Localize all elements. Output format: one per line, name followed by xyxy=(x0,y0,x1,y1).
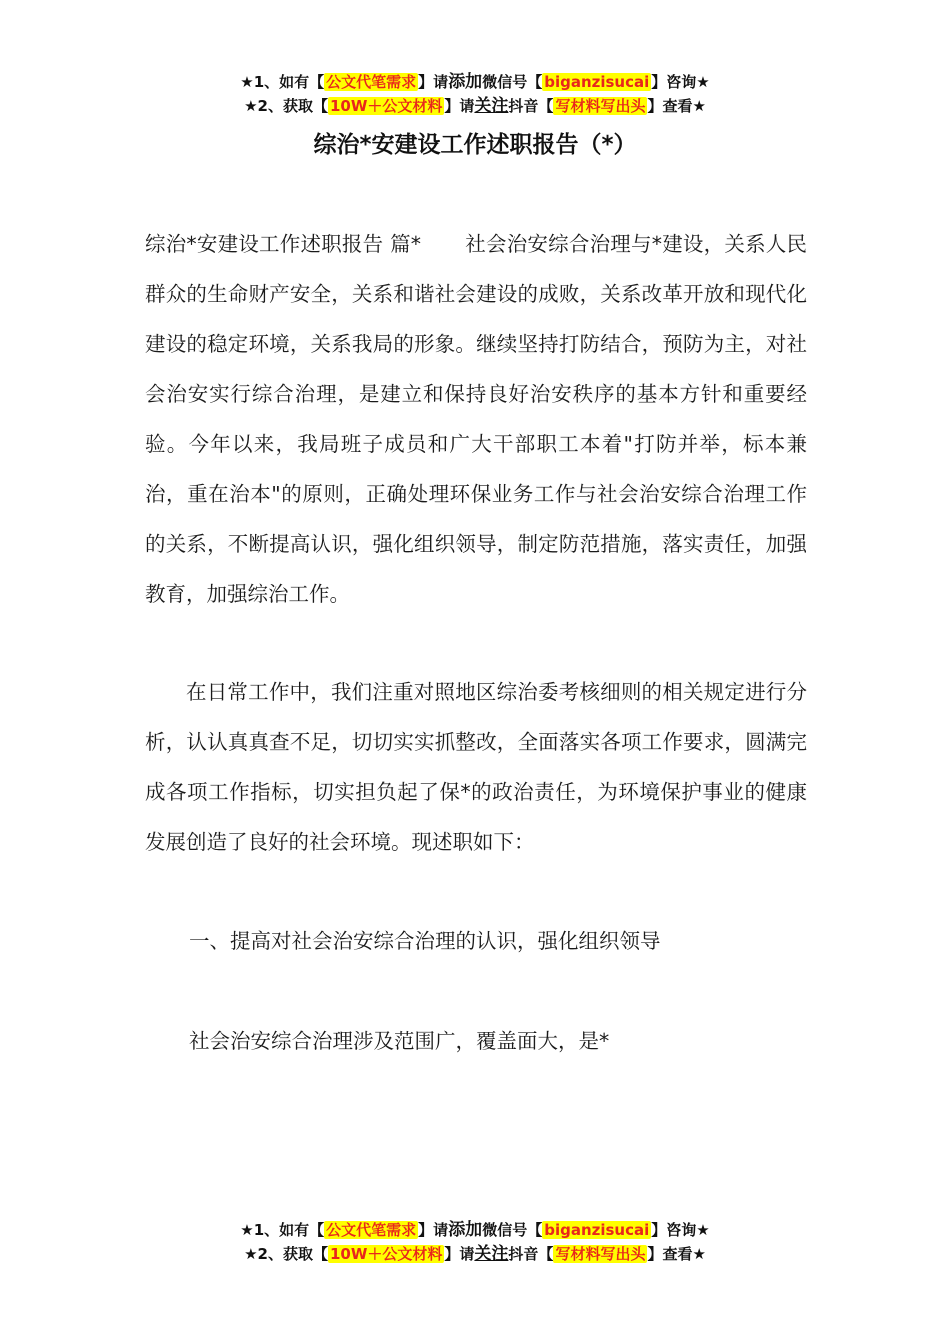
section-heading-1 xyxy=(145,916,851,966)
banner-highlight-wechat-id: biganzisucai xyxy=(544,73,650,91)
banner-line-2-mid1: 】请 xyxy=(444,97,475,115)
bottom-banner-line-2-suffix: 】查看★ xyxy=(647,1245,706,1263)
bottom-banner-line-2-mid1: 】请 xyxy=(444,1245,475,1263)
bottom-banner-line-1-mid1: 】请 xyxy=(418,1221,449,1239)
banner-line-1-prefix: ★1、如有【 xyxy=(240,73,325,91)
banner-line-1-suffix: 】咨询★ xyxy=(651,73,710,91)
bottom-banner-highlight-writing-service: 公文代笔需求 xyxy=(326,1221,417,1239)
bottom-banner xyxy=(0,1218,950,1266)
bottom-banner-line-1-prefix: ★1、如有【 xyxy=(240,1221,325,1239)
banner-line-2 xyxy=(0,94,950,118)
paragraph-1-lead: 综治*安建设工作述职报告 篇* xyxy=(145,232,422,256)
banner-highlight-writing-service: 公文代笔需求 xyxy=(326,73,417,91)
bottom-banner-line-2-prefix: ★2、获取【 xyxy=(244,1245,328,1263)
bottom-banner-emph-add: 添加 xyxy=(448,1220,483,1240)
bottom-banner-line-2-mid2: 抖音【 xyxy=(508,1245,554,1263)
paragraph-3-text: 社会治安综合治理涉及范围广，覆盖面大，是* xyxy=(189,1029,610,1053)
paragraph-1 xyxy=(145,219,807,619)
paragraph-3 xyxy=(145,1016,851,1066)
bottom-banner-highlight-wechat-id: biganzisucai xyxy=(544,1221,650,1239)
bottom-banner-emph-follow: 关注 xyxy=(474,1244,509,1264)
banner-line-1-mid1: 】请 xyxy=(418,73,449,91)
banner-line-2-prefix: ★2、获取【 xyxy=(244,97,328,115)
banner-emph-follow: 关注 xyxy=(474,96,509,116)
banner-line-2-suffix: 】查看★ xyxy=(647,97,706,115)
bottom-banner-highlight-douyin-account: 写材料写出头 xyxy=(555,1245,646,1263)
bottom-banner-line-1 xyxy=(0,1218,950,1242)
paragraph-2-text: 在日常工作中，我们注重对照地区综治委考核细则的相关规定进行分析，认认真真查不足，切切实实抓整改，全面落实各项工作要求，圆满完成各项工作指标，切实担负起了保*的政治责任，为环境保护事业的健康发展创造了良好的社会环境。现述职如下： xyxy=(145,680,807,854)
bottom-banner-line-1-suffix: 】咨询★ xyxy=(651,1221,710,1239)
banner-line-1-mid2: 微信号【 xyxy=(482,73,543,91)
banner-highlight-materials: 10W＋公文材料 xyxy=(329,97,443,115)
top-banner xyxy=(0,70,950,118)
banner-line-1 xyxy=(0,70,950,94)
banner-highlight-douyin-account: 写材料写出头 xyxy=(555,97,646,115)
document-title: 综治*安建设工作述职报告（*） xyxy=(313,132,637,158)
bottom-banner-line-2 xyxy=(0,1242,950,1266)
bottom-banner-line-1-mid2: 微信号【 xyxy=(482,1221,543,1239)
bottom-banner-highlight-materials: 10W＋公文材料 xyxy=(329,1245,443,1263)
paragraph-1-body: 社会治安综合治理与*建设，关系人民群众的生命财产安全，关系和谐社会建设的成败，关系改革开放和现代化建设的稳定环境，关系我局的形象。继续坚持打防结合，预防为主，对社会治安实行综合治理，是建立和保持良好治安秩序的基本方针和重要经验。今年以来，我局班子成员和广大干部职工本着"打防并举，标本兼治，重在治本"的原则，正确处理环保业务工作与社会治安综合治理工作的关系，不断提高认识，强化组织领导，制定防范措施，落实责任，加强教育，加强综治工作。 xyxy=(145,232,808,606)
section-heading-1-text: 一、提高对社会治安综合治理的认识，强化组织领导 xyxy=(189,929,661,953)
paragraph-2 xyxy=(145,667,807,867)
banner-line-2-mid2: 抖音【 xyxy=(508,97,554,115)
banner-emph-add: 添加 xyxy=(448,72,483,92)
